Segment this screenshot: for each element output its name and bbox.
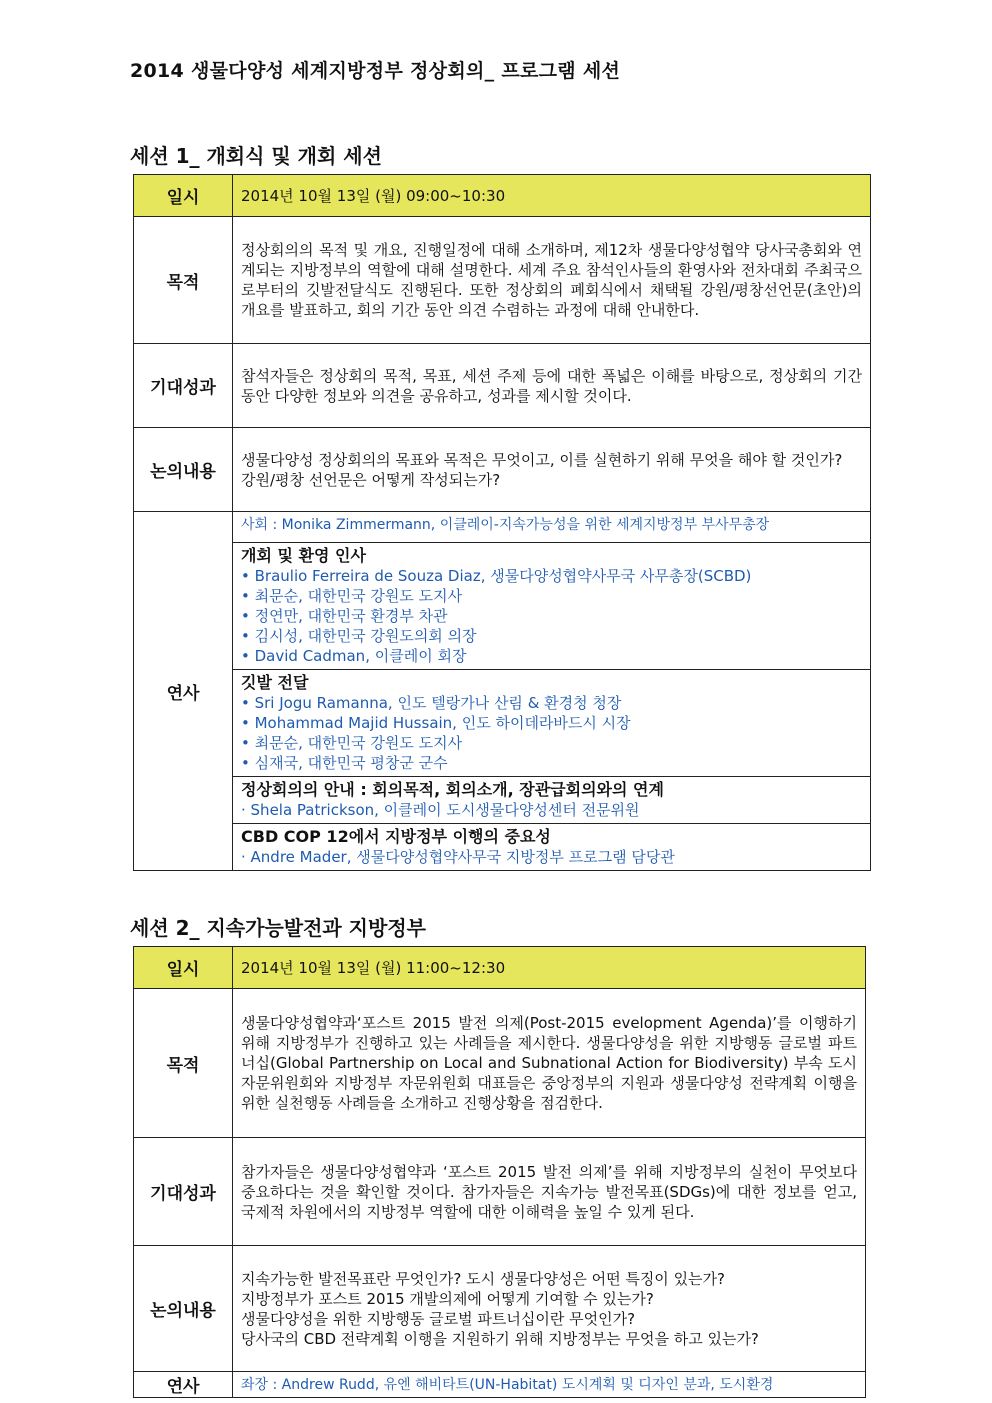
guide-block xyxy=(233,776,870,823)
speaker-item: • 최문순, 대한민국 강원도 도지사 xyxy=(241,587,463,605)
session-1-discussion xyxy=(233,428,871,512)
purpose-label: 목적 xyxy=(134,989,233,1138)
discussion-line: 지방정부가 포스트 2015 개발의제에 어떻게 기여할 수 있는가? xyxy=(241,1289,654,1308)
session-2-heading: 세션 2_ 지속가능발전과 지방정부 xyxy=(130,916,426,940)
speaker-item: • David Cadman, 이클레이 회장 xyxy=(241,647,467,665)
session-1-purpose: 정상회의의 목적 및 개요, 진행일정에 대해 소개하며, 제12차 생물다양성협약 당사국총회와 연계되는 지방정부의 역할에 대해 설명한다. 세계 주요 참석인사들의 환영사와 전차대회 주최국으로부터의 깃발전달식도 진행된다. 또한 정상회의 폐회식에서 채택될 강원/평창선언문(초안)의 개요를 발표하고, 회의 기간 동안 의견 수렴하는 과정에 대해 안내한다. xyxy=(233,217,871,344)
date-label: 일시 xyxy=(134,175,233,217)
flag-block xyxy=(233,669,870,776)
chair-text: 좌장 : Andrew Rudd, 유엔 해비타트(UN-Habitat) 도시계획 및 디자인 분과, 도시환경 xyxy=(241,1376,774,1393)
session-2-speakers xyxy=(233,1372,866,1398)
purpose-label: 목적 xyxy=(134,217,233,344)
session-1-table xyxy=(133,174,871,871)
discussion-line: 지속가능한 발전목표란 무엇인가? 도시 생물다양성은 어떤 특징이 있는가? xyxy=(241,1269,726,1288)
guide-heading: 정상회의의 안내 : 회의목적, 회의소개, 장관급회의와의 연계 xyxy=(241,780,664,799)
discussion-label: 논의내용 xyxy=(134,428,233,512)
session-1-heading: 세션 1_ 개회식 및 개회 세션 xyxy=(130,144,382,168)
welcome-heading: 개회 및 환영 인사 xyxy=(241,546,366,565)
discussion-line: 생물다양성을 위한 지방행동 글로벌 파트너십이란 무엇인가? xyxy=(241,1309,636,1328)
session-2-date: 2014년 10월 13일 (월) 11:00~12:30 xyxy=(233,947,866,989)
welcome-block xyxy=(233,542,870,669)
session-2-outcome: 참가자들은 생물다양성협약과 ‘포스트 2015 발전 의제’를 위해 지방정부의 실천이 무엇보다 중요하다는 것을 확인할 것이다. 참가자들은 지속가능 발전목표(SDGs)에 대한 정보를 얻고, 국제적 차원에서의 지방정부 역할에 대한 이해력을 높일 수 있게 된다. xyxy=(233,1138,866,1246)
session-1-outcome: 참석자들은 정상회의 목적, 목표, 세션 주제 등에 대한 폭넓은 이해를 바탕으로, 정상회의 기간 동안 다양한 정보와 의견을 공유하고, 성과를 제시할 것이다. xyxy=(233,344,871,428)
speaker-item: · Andre Mader, 생물다양성협약사무국 지방정부 프로그램 담당관 xyxy=(241,848,675,866)
outcome-label: 기대성과 xyxy=(134,344,233,428)
speaker-item: • Braulio Ferreira de Souza Diaz, 생물다양성협약사무국 사무총장(SCBD) xyxy=(241,567,752,585)
session-2-table xyxy=(133,946,866,1398)
flag-heading: 깃발 전달 xyxy=(241,673,309,692)
discussion-line: 생물다양성 정상회의의 목표와 목적은 무엇이고, 이를 실현하기 위해 무엇을 해야 할 것인가? xyxy=(241,450,843,469)
discussion-line: 강원/평창 선언문은 어떻게 작성되는가? xyxy=(241,470,501,489)
discussion-line: 당사국의 CBD 전략계획 이행을 지원하기 위해 지방정부는 무엇을 하고 있는가? xyxy=(241,1329,759,1348)
moderator-text: 사회 : Monika Zimmermann, 이클레이-지속가능성을 위한 세계지방정부 부사무총장 xyxy=(241,517,770,533)
session-1-date: 2014년 10월 13일 (월) 09:00~10:30 xyxy=(233,175,871,217)
document-title: 2014 생물다양성 세계지방정부 정상회의_ 프로그램 세션 xyxy=(130,60,621,82)
speaker-item: • Mohammad Majid Hussain, 인도 하이데라바드시 시장 xyxy=(241,714,631,732)
speakers-label: 연사 xyxy=(134,512,233,871)
moderator-row xyxy=(233,512,870,542)
discussion-label: 논의내용 xyxy=(134,1246,233,1372)
speaker-item: • 심재국, 대한민국 평창군 군수 xyxy=(241,754,448,772)
cop-block xyxy=(233,823,870,870)
speaker-item: • 김시성, 대한민국 강원도의회 의장 xyxy=(241,627,477,645)
outcome-label: 기대성과 xyxy=(134,1138,233,1246)
date-label: 일시 xyxy=(134,947,233,989)
speaker-item: • Sri Jogu Ramanna, 인도 텔랑가나 산림 & 환경청 청장 xyxy=(241,694,622,712)
speaker-item: • 정연만, 대한민국 환경부 차관 xyxy=(241,607,448,625)
session-2-discussion xyxy=(233,1246,866,1372)
cop-heading: CBD COP 12에서 지방정부 이행의 중요성 xyxy=(241,827,551,846)
speaker-item: · Shela Patrickson, 이클레이 도시생물다양성센터 전문위원 xyxy=(241,801,640,819)
session-2-purpose: 생물다양성협약과‘포스트 2015 발전 의제(Post-2015 evelopment Agenda)’를 이행하기 위해 지방정부가 진행하고 있는 사례들을 제시한다. 생물다양성을 위한 지방행동 글로벌 파트너십(Global Partnership on Local and Subnational Action for Biodiversity) 부속 도시자문위원회와 지방정부 자문위원회 대표들은 중앙정부의 지원과 생물다양성 전략계획 이행을 위한 실천행동 사례들을 소개하고 진행상황을 점검한다. xyxy=(233,989,866,1138)
speakers-label: 연사 xyxy=(134,1372,233,1398)
speaker-item: • 최문순, 대한민국 강원도 도지사 xyxy=(241,734,463,752)
session-1-speakers xyxy=(233,512,871,871)
